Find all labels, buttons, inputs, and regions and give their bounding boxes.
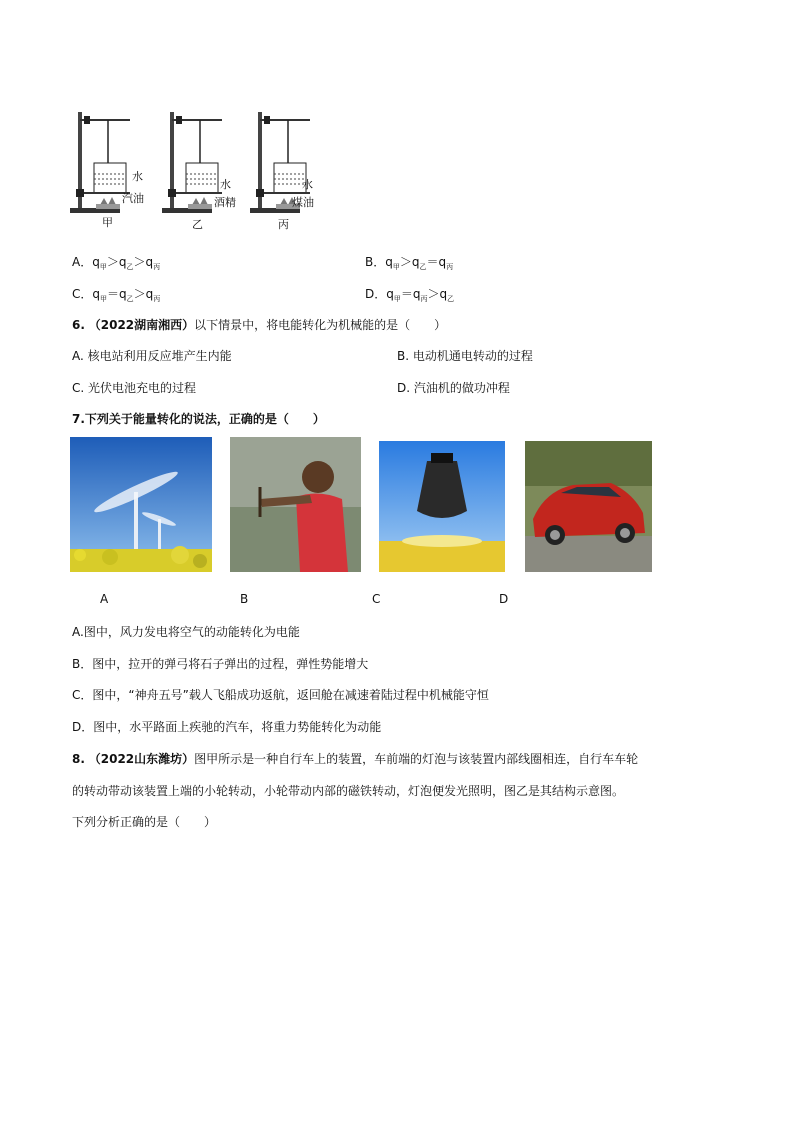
photo-wind-turbines	[70, 437, 212, 572]
q7-option-a: A.图中，风力发电将空气的动能转化为电能	[72, 625, 300, 639]
q7-option-d: D．图中，水平路面上疾驰的汽车，将重力势能转化为动能	[72, 720, 382, 734]
q7-image-label-d: D	[499, 592, 509, 606]
apparatus-bing-caption: 丙	[278, 218, 289, 231]
q5-option-a: A．$q_甲>q_乙>q_丙$	[72, 255, 161, 271]
apparatus-yi-fuel-label: 酒精	[214, 196, 236, 209]
q7-image-label-c: C	[372, 592, 381, 606]
apparatus-jia-caption: 甲	[102, 216, 113, 229]
q7-option-c: C．图中，“神舟五号”载人飞船成功返航，返回舱在减速着陆过程中机械能守恒	[72, 688, 489, 702]
q8-stem-line3: 下列分析正确的是（ ）	[72, 815, 217, 829]
q6-option-b: B. 电动机通电转动的过程	[397, 349, 533, 363]
q5-option-b: B．$q_甲>q_乙=q_丙$	[365, 255, 454, 271]
q6-option-c: C. 光伏电池充电的过程	[72, 381, 197, 395]
q6-option-d: D. 汽油机的做功冲程	[397, 381, 510, 395]
apparatus-jia-water-label: 水	[132, 170, 143, 183]
q7-image-label-b: B	[240, 592, 249, 606]
q5-option-c: C．$q_甲=q_乙>q_丙$	[72, 287, 161, 303]
photo-red-car	[525, 441, 652, 572]
q6-stem: 6. （2022湖南湘西）以下情景中，将电能转化为机械能的是（ ）	[72, 318, 447, 332]
apparatus-bing-fuel-label: 煤油	[292, 196, 314, 209]
q8-stem-line2: 的转动带动该装置上端的小轮转动，小轮带动内部的磁铁转动，灯泡便发光照明，图乙是其结构示意图。	[72, 784, 625, 798]
apparatus-jia-fuel-label: 汽油	[122, 192, 144, 205]
q5-option-d: D．$q_甲=q_丙>q_乙$	[365, 287, 455, 303]
q8-stem-line1: 8. （2022山东潍坊）图甲所示是一种自行车上的装置，车前端的灯泡与该装置内部线圈相连，自行车车轮	[72, 752, 639, 766]
apparatus-bing	[250, 108, 330, 233]
apparatus-yi	[162, 108, 242, 233]
photo-slingshot-boy	[230, 437, 361, 572]
q6-option-a: A. 核电站利用反应堆产生内能	[72, 349, 232, 363]
photo-return-capsule	[379, 441, 505, 572]
apparatus-bing-water-label: 水	[302, 178, 313, 191]
apparatus-yi-water-label: 水	[220, 178, 231, 191]
q7-image-label-a: A	[100, 592, 109, 606]
apparatus-yi-caption: 乙	[192, 218, 203, 231]
apparatus-figure	[70, 108, 330, 233]
q7-option-b: B．图中，拉开的弹弓将石子弹出的过程，弹性势能增大	[72, 657, 369, 671]
q7-stem: 7.下列关于能量转化的说法，正确的是（ ）	[72, 412, 325, 426]
